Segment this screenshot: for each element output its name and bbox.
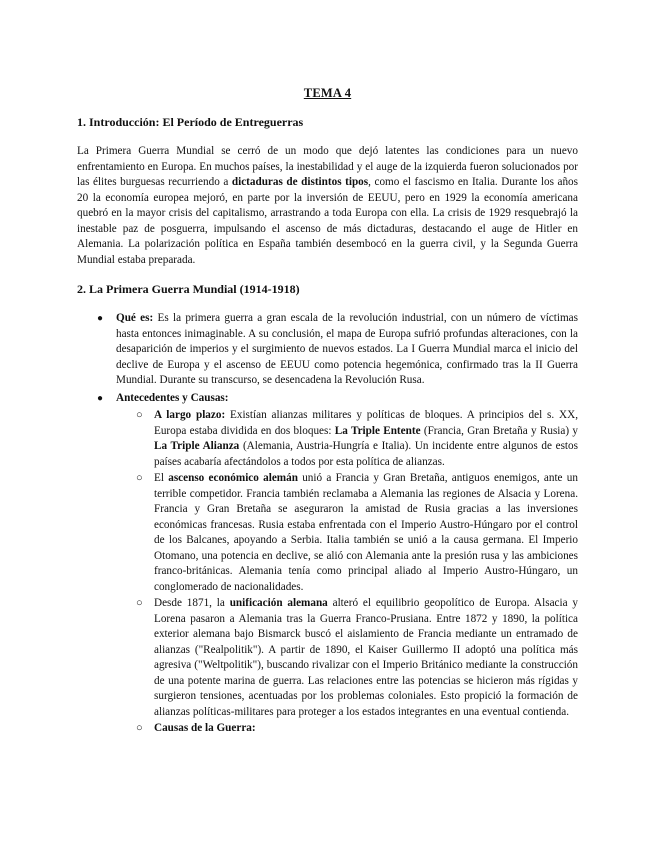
circle-bullet-icon: ○ [136, 409, 143, 421]
bullet-icon: ● [97, 313, 104, 324]
sublist-item-causas [136, 721, 578, 737]
antecedentes-sublist [116, 408, 578, 737]
bold-label: Antecedentes y Causas: [116, 391, 229, 404]
circle-bullet-icon: ○ [136, 722, 143, 734]
bold-run: La Triple Alianza [154, 440, 240, 452]
page-title: TEMA 4 [303, 86, 352, 100]
bold-run: unificación alemana [229, 597, 328, 609]
sublist-item-largo-plazo [136, 408, 578, 470]
section-2-list [77, 311, 578, 737]
text-run: (Alemania, Austria-Hungría e Italia). Un incidente entre algunos de estos países acabaría afectándolos a todos por esta política de alianzas. [154, 440, 578, 468]
bullet-icon: ● [97, 392, 104, 404]
list-item-antecedentes [97, 391, 578, 737]
text-run: Desde 1871, la [154, 597, 230, 609]
section-1-heading: 1. Introducción: El Período de Entreguerras [77, 115, 304, 129]
text-run: La Primera Guerra Mundial se cerró de un modo que dejó latentes las condiciones para un nuevo enfrentamiento en Europa. En muchos países, la inestabilidad y el auge de la izquierda fueron solucionados por las élites burguesas recurriendo a [77, 145, 578, 188]
list-item-que-es [97, 311, 578, 389]
bold-label: A largo plazo: [154, 409, 226, 421]
bold-run: ascenso económico alemán [168, 472, 298, 484]
text-run: , como el fascismo en Italia. Durante los años 20 la economía europea mejoró, en parte por la inversión de EEUU, pero en 1929 la economía americana quebró en la mayor crisis del capitalismo, arrastrando a toda Europa con ella. La crisis de 1929 resquebrajó la inestable paz de posguerra, impulsando el ascenso de más dictaduras, destacando el auge de Hitler en Alemania. La polarización política en España también desembocó en la guerra civil, y la Segunda Guerra Mundial estaba preparada. [77, 176, 578, 266]
bold-label: Causas de la Guerra: [154, 722, 256, 734]
circle-bullet-icon: ○ [136, 472, 143, 484]
bold-label: Qué es: [116, 312, 154, 324]
sublist-item-ascenso [136, 471, 578, 595]
text-run: alteró el equilibrio geopolítico de Europa. Alsacia y Lorena pasaron a Alemania tras la Guerra Franco-Prusiana. Entre 1872 y 1890, la política exterior alemana bajo Bismarck buscó el aislamiento de Francia mediante un entramado de alianzas ("Realpolitik"). A partir de 1890, el Kaiser Guillermo II adoptó una política más agresiva ("Weltpolitik"), buscando rivalizar con el Imperio Británico mediante la construcción de una potente marina de guerra. Las relaciones entre las potencias se hicieron más rígidas y surgieron tensiones, acentuadas por los problemas coloniales. Esto propició la formación de alianzas políticas-militares para proteger a los estados integrantes en una eventual contienda. [154, 597, 578, 718]
text-run: Es la primera guerra a gran escala de la revolución industrial, con un número de víctimas hasta entonces inimaginable. A su conclusión, el mapa de Europa sufrió profundas alteraciones, con la desaparición de imperios y el surgimiento de nuevos estados. La I Guerra Mundial marca el inicio del declive de Europa y el ascenso de EEUU como potencia hegemónica, confirmado tras la II Guerra Mundial. Durante su transcurso, se desencadena la Revolución Rusa. [116, 312, 578, 386]
text-run: (Francia, Gran Bretaña y Rusia) y [420, 424, 578, 437]
sublist-item-unificacion [136, 596, 578, 720]
section-1-paragraph [77, 144, 578, 268]
text-run: El [154, 472, 169, 484]
bold-run: dictaduras de distintos tipos [231, 176, 369, 188]
text-run: unió a Francia y Gran Bretaña, antiguos enemigos, ante un terrible competidor. Francia también reclamaba a Alemania las regiones de Alsacia y Lorena. Francia y Gran Bretaña se aseguraron la amistad de Rusia gracias a las inversiones económicas francesas. Rusia estaba enfrentada con el Imperio Austro-Húngaro por el control de los Balcanes, apoyando a Serbia. Italia también se unió a la causa germana. El Imperio Otomano, una potencia en declive, se alió con Alemania ante la presión rusa y las ambiciones franco-británicas. Alemania tenía como principal aliado al Imperio Austro-Húngaro, un conglomerado de nacionalidades. [154, 472, 578, 593]
bold-run: La Triple Entente [334, 424, 421, 437]
circle-bullet-icon: ○ [136, 597, 143, 609]
section-2-heading: 2. La Primera Guerra Mundial (1914-1918) [77, 282, 300, 296]
text-run: Existían alianzas militares y políticas de bloques. A principios del s. XX, Europa estaba dividida en dos bloques: [154, 409, 578, 437]
